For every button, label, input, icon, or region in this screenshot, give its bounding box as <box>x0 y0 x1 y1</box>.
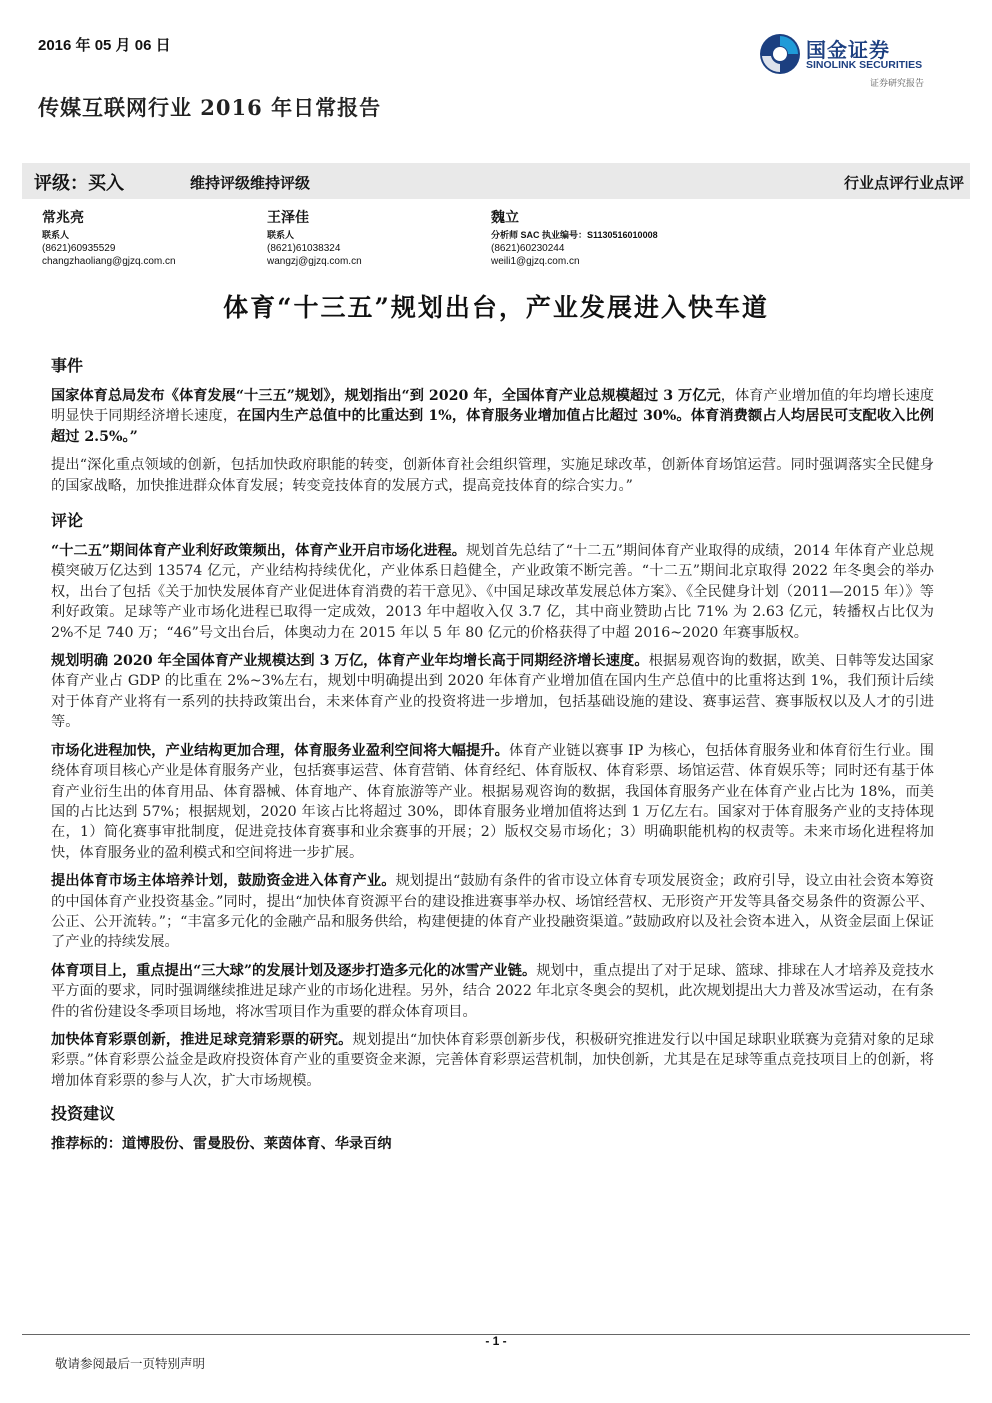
logo-chinese-name: 国金证券 <box>806 38 890 62</box>
article-title: 体育“十三五”规划出台，产业发展进入快车道 <box>223 293 769 322</box>
rating-bar <box>22 163 970 199</box>
report-series-title: 传媒互联网行业 2016 年日常报告 <box>38 95 382 120</box>
analyst-phone: (8621)60230244 <box>491 243 565 254</box>
comment-paragraph-2 <box>51 651 934 733</box>
logo-subtitle: 证券研究报告 <box>870 79 925 89</box>
analyst-card <box>491 207 658 268</box>
paragraph-lead: 提出体育市场主体培养计划，鼓励资金进入体育产业。 <box>51 873 396 890</box>
footer-disclaimer: 敬请参阅最后一页特别声明 <box>55 1356 206 1371</box>
rating-label: 评级：买入 <box>34 173 124 194</box>
section-heading-event: 事件 <box>51 356 84 375</box>
comment-paragraph-3 <box>51 741 934 863</box>
analyst-name: 常兆亮 <box>42 210 84 226</box>
event-bold-tail: 在国内生产总值中的比重达到 1%，体育服务业增加值占比超过 30%。体育消费额占人均居民可支配收入比例超过 2.5%。” <box>51 408 934 445</box>
section-heading-invest: 投资建议 <box>51 1104 116 1124</box>
paragraph-text: 规划提出“鼓励有条件的省市设立体育专项发展资金；政府引导，设立由社会资本筹资的中国体育产业投资基金。”同时，提出“加快体育资源平台的建设推进赛事举办权、场馆经营权、无形资产开发等具备交易条件的资源公平、公正、公开流转。”；“丰富多元化的金融产品和服务供给，构建便捷的体育产业投融资渠道。”鼓励政府以及社会资本进入，从资金层面上保证了产业的持续发展。 <box>51 873 934 951</box>
analyst-role: 联系人 <box>42 230 70 240</box>
paragraph-text: 体育产业链以赛事 IP 为核心，包括体育服务业和体育衍生行业。围绕体育项目核心产业是体育服务产业，包括赛事运营、体育营销、体育经纪、体育版权、体育彩票、场馆运营、体育娱乐等；同时还有基于体育产业衍生出的体育用品、体育器械、体育地产、体育旅游等产业。根据易观咨询的数据，我国体育服务产业在体育产业占比为 18%，而美国的占比达到 57%；根据规划，2020 年该占比将超过 30%，即体育服务业增加值将达到 1 万亿左右。国家对于体育服务产业的支持体现在，1）简化赛事审批制度，促进竞技体育赛事和业余赛事的开展；2）版权交易市场化；3）明确职能机构的权责等。未来市场化进程将加快，体育服务业的盈利模式和空间将进一步扩展。 <box>51 742 934 861</box>
analyst-email[interactable]: weili1@gjzq.com.cn <box>491 256 580 267</box>
analyst-role: 联系人 <box>267 230 295 240</box>
report-type: 行业点评行业点评 <box>843 174 964 192</box>
paragraph-text: 规划首先总结了“十二五”期间体育产业取得的成绩，2014 年体育产业总规模突破万亿达到 13574 亿元，产业结构持续优化，产业体系日趋健全，产业政策不断完善。“十二五”期间北京取得 2022 年冬奥会的举办权，出台了包括《关于加快发展体育产业促进体育消费的若干意见》、《中国足球改革发展总体方案》、《全民健身计划（2011—2015 年）》等利好政策。足球等产业市场化进程已取得一定成效，2013 年中超收入仅 3.7 亿，其中商业赞助占比 71% 为 2.63 亿元，转播权占比仅为 2%不足 740 万；“46”号文出台后，体奥动力在 2015 年以 5 年 80 亿元的价格获得了中超 2016~2020 年赛事版权。 <box>51 543 934 641</box>
rating-note: 维持评级维持评级 <box>190 174 311 192</box>
recommendation-text: 推荐标的：道博股份、雷曼股份、莱茵体育、华录百纳 <box>51 1136 392 1153</box>
comment-paragraph-5 <box>51 961 934 1022</box>
analyst-phone: (8621)60935529 <box>42 243 116 254</box>
analyst-email[interactable]: wangzj@gjzq.com.cn <box>267 256 362 267</box>
comment-paragraph-6 <box>51 1030 934 1091</box>
section-heading-comment: 评论 <box>51 511 84 531</box>
comment-paragraph-1 <box>51 541 934 643</box>
analyst-phone: (8621)61038324 <box>267 243 341 254</box>
recommended-stocks <box>51 1134 934 1154</box>
article-body <box>51 353 934 1163</box>
paragraph-lead: “十二五”期间体育产业利好政策频出，体育产业开启市场化进程。 <box>51 543 466 560</box>
analyst-name: 魏立 <box>491 210 519 226</box>
analyst-email[interactable]: changzhaoliang@gjzq.com.cn <box>42 256 176 267</box>
paragraph-lead: 加快体育彩票创新，推进足球竞猜彩票的研究。 <box>51 1031 353 1048</box>
analyst-name: 王泽佳 <box>267 210 309 226</box>
analyst-role: 分析师 SAC 执业编号：S1130516010008 <box>491 230 658 240</box>
logo-english-name: SINOLINK SECURITIES <box>806 59 923 71</box>
paragraph-lead: 市场化进程加快，产业结构更加合理，体育服务业盈利空间将大幅提升。 <box>51 742 509 759</box>
analyst-card <box>42 207 176 268</box>
paragraph-text: 根据易观咨询的数据，欧美、日韩等发达国家体育产业占 GDP 的比重在 2%~3%左右，规划中明确提出到 2020 年体育产业增加值在国内生产总值中的比重将达到 1%，我们预计后续对于体育产业将有一系列的扶持政策出台，未来体育产业的投资将进一步增加，包括基础设施的建设、赛事运营、赛事版权以及人才的引进等。 <box>51 653 934 731</box>
company-logo <box>758 32 948 90</box>
paragraph-text: 规划中，重点提出了对于足球、篮球、排球在人才培养及竞技水平方面的要求，同时强调继续推进足球产业的市场化进程。另外，结合 2022 年北京冬奥会的契机，此次规划提出大力普及冰雪运动，在有条件的省份建设冬季项目场地，将冰雪项目作为重要的群众体育项目。 <box>51 962 934 1020</box>
paragraph-lead: 规划明确 2020 年全国体育产业规模达到 3 万亿，体育产业年均增长高于同期经济增长速度。 <box>51 653 649 670</box>
event-text: ，体育产业增加值的年均增长速度明显快于同期经济增长速度， <box>51 388 934 425</box>
event-paragraph <box>51 386 934 447</box>
report-date: 2016 年 05 月 06 日 <box>38 37 171 54</box>
event-bold-lead: 国家体育总局发布《体育发展“十三五”规划》，规划指出“到 2020 年，全国体育产业总规模超过 3 万亿元 <box>51 388 721 404</box>
event-paragraph-2: 提出“深化重点领域的创新，包括加快政府职能的转变，创新体育社会组织管理，实施足球改革，创新体育场馆运营。同时强调落实全民健身的国家战略，加快推进群众体育发展；转变竞技体育的发展方式，提高竞技体育的综合实力。” <box>51 457 934 494</box>
paragraph-lead: 体育项目上，重点提出“三大球”的发展计划及逐步打造多元化的冰雪产业链。 <box>51 962 537 979</box>
paragraph-text: 规划提出“加快体育彩票创新步伐，积极研究推进发行以中国足球职业联赛为竞猜对象的足球彩票。”体育彩票公益金是政府投资体育产业的重要资金来源，完善体育彩票运营机制，加快创新，尤其是在足球等重点竞技项目上的创新，将增加体育彩票的参与人次，扩大市场规模。 <box>51 1031 934 1089</box>
comment-paragraph-4 <box>51 871 934 953</box>
analyst-card <box>267 207 362 268</box>
sinolink-logo-icon <box>758 32 802 76</box>
page-number: - 1 - <box>485 1334 507 1348</box>
